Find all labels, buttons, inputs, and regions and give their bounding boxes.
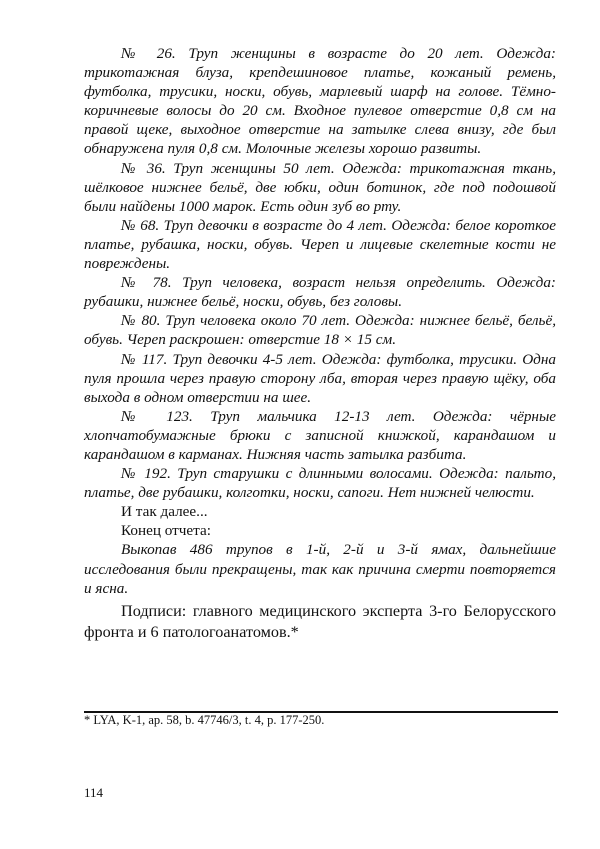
- body-text: [84, 44, 556, 643]
- paragraph-record-68: № 68. Труп девочки в возрасте до 4 лет. Одежда: белое короткое платье, рубашка, носки, обувь. Череп и лицевые скелетные кости не повреждены.: [84, 216, 556, 273]
- footnote: * LYA, K-1, ap. 58, b. 47746/3, t. 4, p. 177-250.: [84, 713, 325, 727]
- paragraph-record-78: № 78. Труп человека, возраст нельзя определить. Одежда: рубашки, нижнее бельё, носки, обувь, без головы.: [84, 274, 556, 311]
- paragraph-record-117: № 117. Труп девочки 4-5 лет. Одежда: футболка, трусики. Одна пуля прошла через правую сторону лба, вторая через правую щёку, оба выхода в одном отверстии на шее.: [84, 350, 556, 406]
- paragraph-conclusion: Выкопав 486 трупов в 1-й, 2-й и 3-й ямах, дальнейшие исследования были прекращены, так как причина смерти повторяется и ясна.: [84, 541, 556, 597]
- paragraph-record-192: № 192. Труп старушки с длинными волосами. Одежда: пальто, платье, две рубашки, колготки, носки, сапоги. Нет нижней челюсти.: [84, 465, 556, 502]
- paragraph-record-123: № 123. Труп мальчика 12-13 лет. Одежда: чёрные хлопчатобумажные брюки с записной книжкой, карандашом и карандашом в карманах. Нижняя часть затылка разбита.: [84, 407, 556, 463]
- paragraph-record-26: № 26. Труп женщины в возрасте до 20 лет. Одежда: трикотажная блуза, крепдешиновое платье, кожаный ремень, футболка, трусики, носки, обувь, марлевый шарф на голове. Тёмно-коричневые волосы до 20 см. Входное пулевое отверстие 0,8 см на правой щеке, выходное отверстие на затылке слева внизу, где был обнаружена пуля 0,8 см. Молочные железы хорошо развиты.: [84, 45, 556, 158]
- paragraph-record-80: № 80. Труп человека около 70 лет. Одежда: нижнее бельё, бельё, обувь. Череп раскрошен: отверстие 18 × 15 см.: [84, 312, 556, 349]
- paragraph-signatures: Подписи: главного медицинского эксперта 3-го Белорусского фронта и 6 патологоанатомов.*: [84, 601, 556, 641]
- paragraph-and-so-on: И так далее...: [121, 503, 208, 521]
- page-number: 114: [84, 785, 104, 800]
- paragraph-record-36: № 36. Труп женщины 50 лет. Одежда: трикотажная ткань, шёлковое нижнее бельё, две юбки, один ботинок, где под подошвой были найдены 1000 марок. Есть один зуб во рту.: [84, 159, 556, 215]
- paragraph-report-end: Конец отчета:: [121, 522, 211, 540]
